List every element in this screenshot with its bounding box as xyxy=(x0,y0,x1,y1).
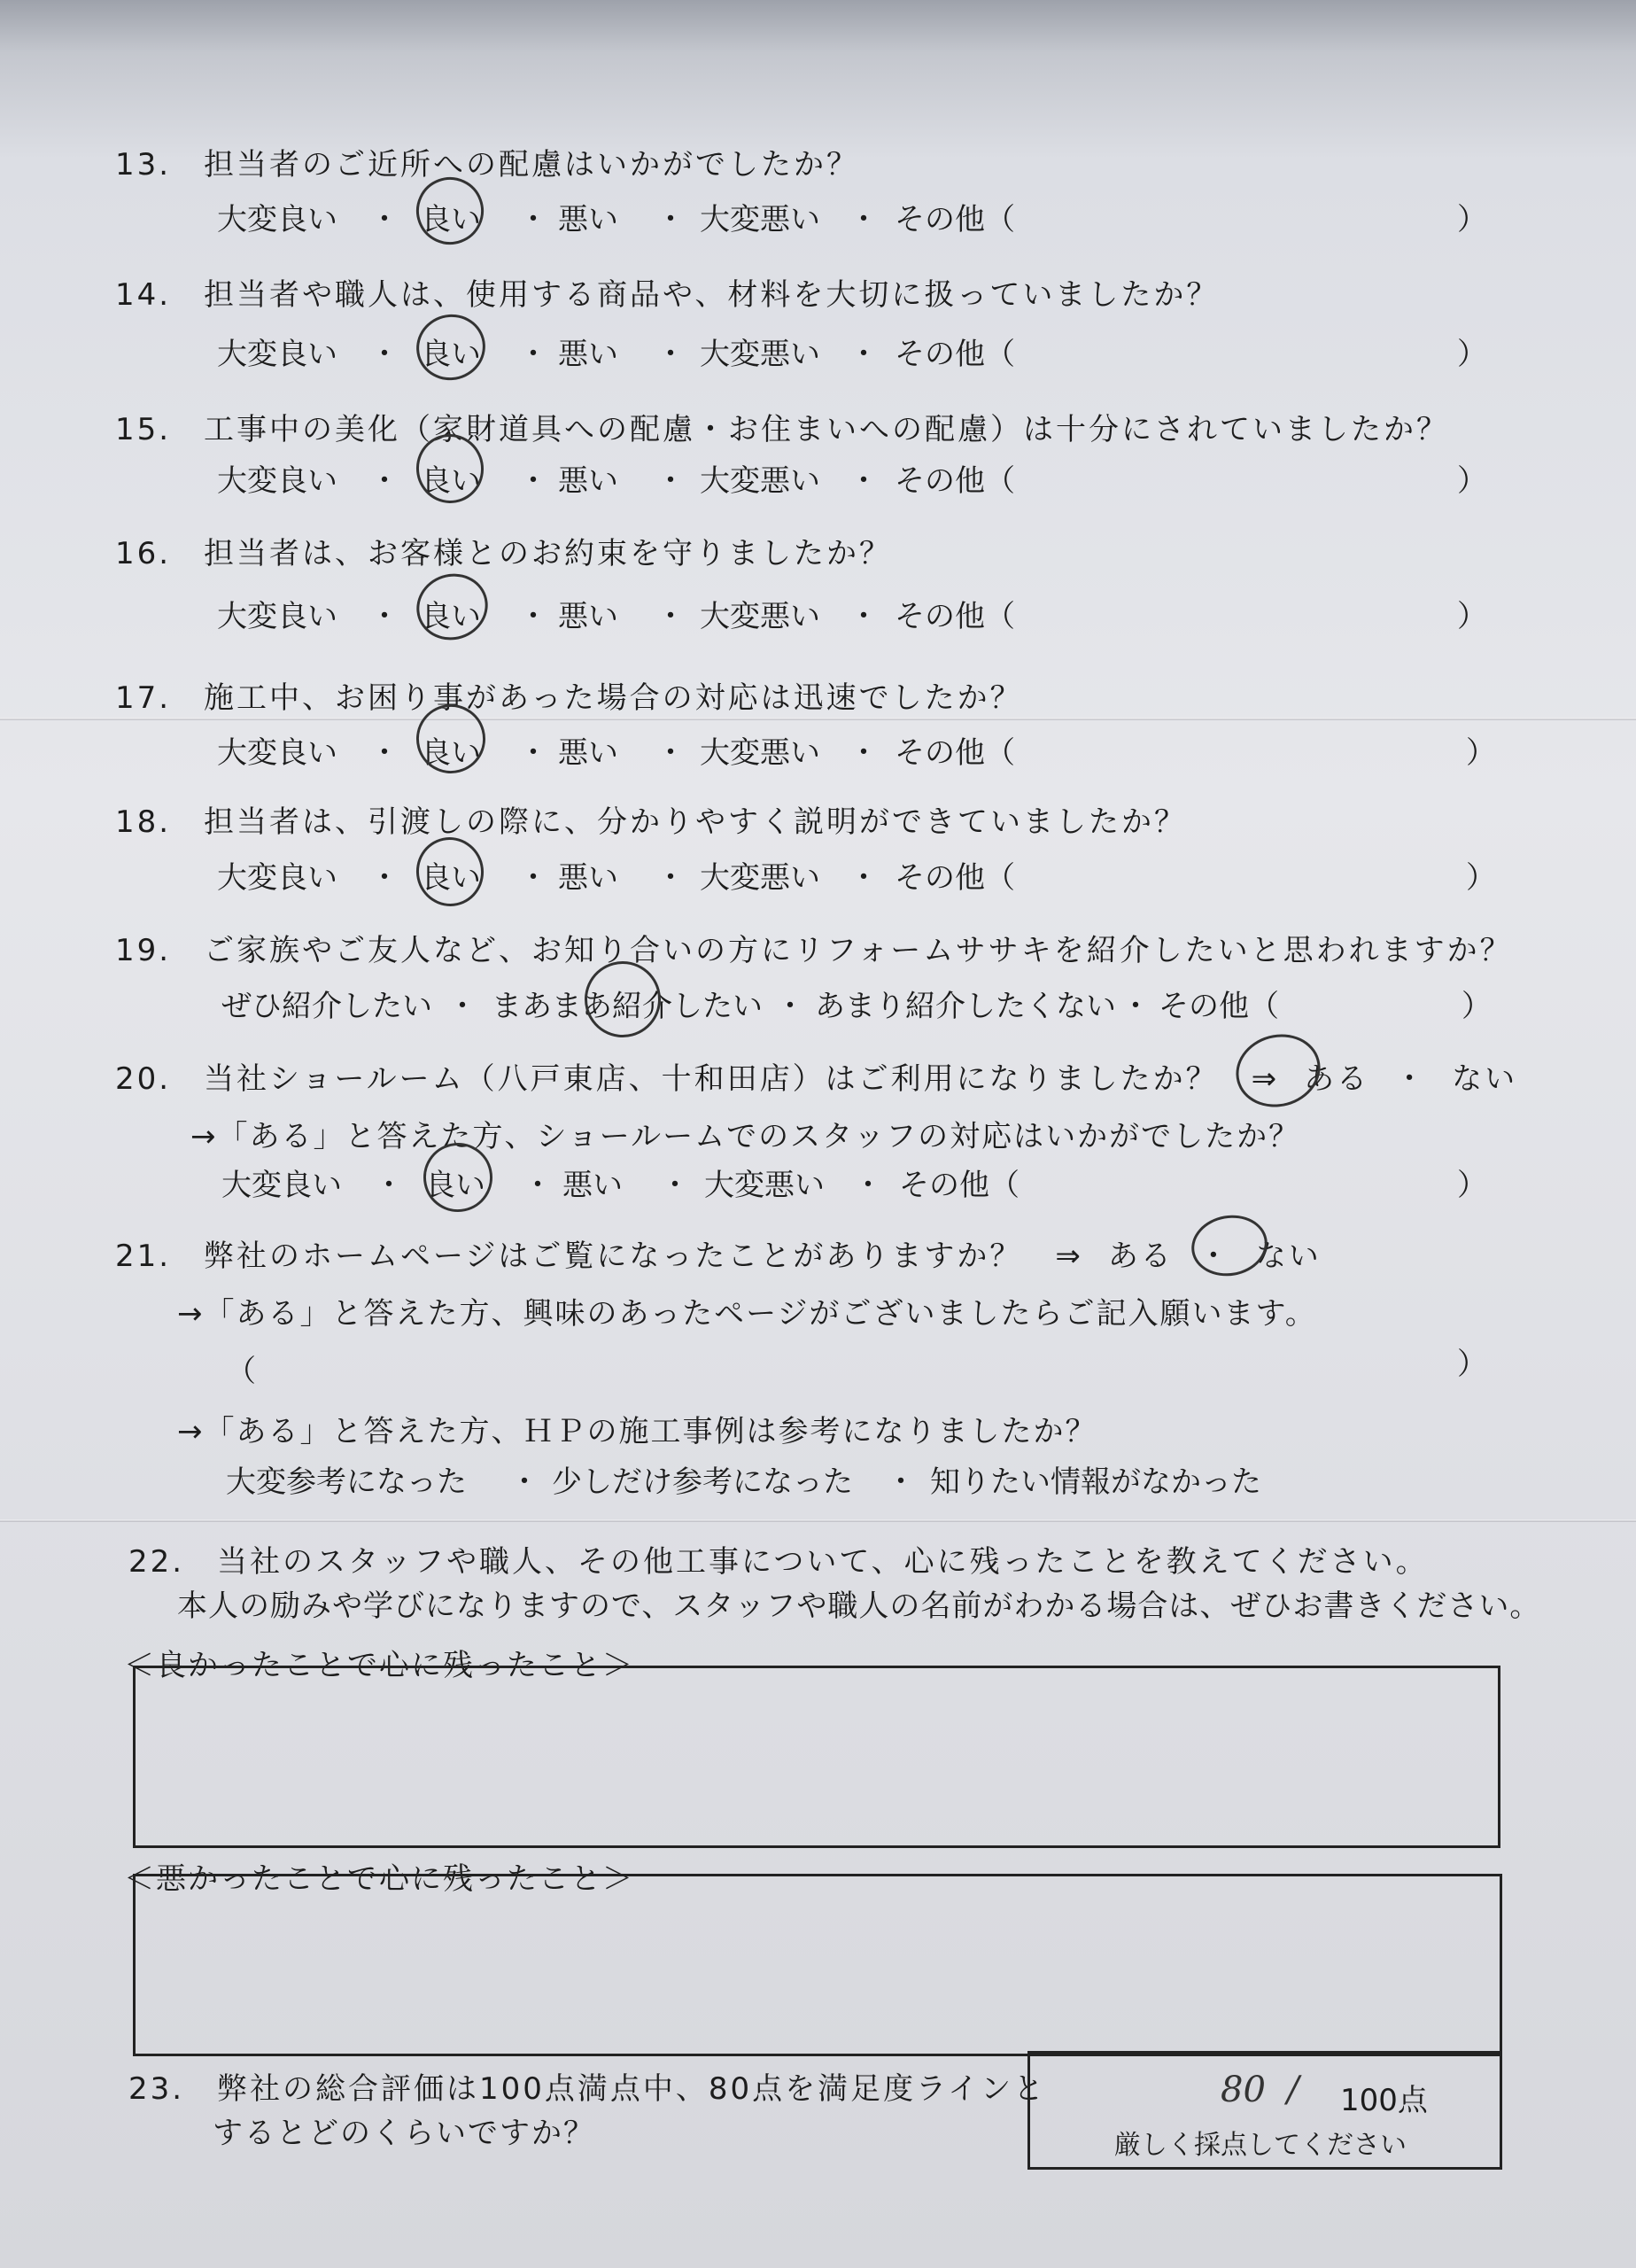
separator: ・ xyxy=(655,599,686,634)
option-other[interactable]: その他（ xyxy=(895,735,1015,771)
question-21 xyxy=(115,1231,1322,1275)
option-very-bad[interactable]: 大変悪い xyxy=(700,463,820,499)
option-other[interactable]: その他（ xyxy=(895,463,1015,499)
option-very-good[interactable]: 大変良い xyxy=(217,463,337,499)
paren-close: ） xyxy=(1457,202,1487,237)
separator: ・ xyxy=(518,860,548,896)
option-other[interactable]: その他（ xyxy=(1159,989,1279,1024)
option-good[interactable]: 良い xyxy=(421,337,481,372)
question-text: 担当者や職人は、使用する商品や、材料を大切に扱っていましたか？ xyxy=(204,277,1220,313)
good-memory-textarea[interactable] xyxy=(133,1666,1500,1848)
separator: ・ xyxy=(369,599,399,634)
paper-fold xyxy=(0,718,1636,720)
option-bad[interactable]: 悪い xyxy=(558,735,618,771)
separator: ・ xyxy=(655,202,686,237)
option-no[interactable]: ない xyxy=(1452,1061,1518,1097)
option-very-helpful[interactable]: 大変参考になった xyxy=(226,1464,467,1500)
separator: ・ xyxy=(518,202,548,237)
separator: ・ xyxy=(369,202,399,237)
question-number: 19. xyxy=(115,933,172,968)
question-21-sub2: →「ある」と答えた方、ＨＰの施工事例は参考になりましたか？ xyxy=(177,1414,1097,1449)
option-bad[interactable]: 悪い xyxy=(558,202,618,237)
option-bad[interactable]: 悪い xyxy=(558,599,618,634)
question-text: 弊社の総合評価は100点満点中、80点を満足度ラインと xyxy=(217,2071,1047,2107)
option-very-good[interactable]: 大変良い xyxy=(217,599,337,634)
score-value: 80 xyxy=(1221,2070,1266,2110)
option-very-bad[interactable]: 大変悪い xyxy=(700,599,820,634)
separator: ・ xyxy=(369,337,399,372)
option-very-good[interactable]: 大変良い xyxy=(217,337,337,372)
option-very-good[interactable]: 大変良い xyxy=(217,860,337,896)
separator: ・ xyxy=(518,337,548,372)
question-number: 20. xyxy=(115,1061,172,1097)
separator: ・ xyxy=(886,1464,916,1500)
option-no[interactable]: ない xyxy=(1255,1239,1322,1274)
option-no-info[interactable]: 知りたい情報がなかった xyxy=(930,1464,1261,1500)
question-number: 17. xyxy=(115,680,172,716)
separator: ・ xyxy=(849,735,879,771)
separator: ・ xyxy=(509,1464,539,1500)
option-slightly-helpful[interactable]: 少しだけ参考になった xyxy=(552,1464,853,1500)
separator: ・ xyxy=(518,735,548,771)
separator: ・ xyxy=(849,202,879,237)
paren-close: ） xyxy=(1466,860,1496,896)
option-yes[interactable]: ある xyxy=(1107,1239,1174,1274)
option-very-bad[interactable]: 大変悪い xyxy=(700,860,820,896)
question-22 xyxy=(128,1537,1429,1581)
score-box[interactable] xyxy=(1027,2051,1502,2170)
option-very-bad[interactable]: 大変悪い xyxy=(700,202,820,237)
question-23-line2: するとどのくらいですか？ xyxy=(213,2116,595,2151)
option-good[interactable]: 良い xyxy=(421,599,481,634)
separator: ・ xyxy=(1120,989,1151,1024)
option-other[interactable]: その他（ xyxy=(895,599,1015,634)
paren-open: （ xyxy=(226,1354,258,1389)
option-bad[interactable]: 悪い xyxy=(562,1168,623,1203)
question-text: 施工中、お困り事があった場合の対応は迅速でしたか？ xyxy=(204,680,1023,716)
score-slash: / xyxy=(1287,2070,1299,2110)
paren-close: ） xyxy=(1457,1168,1487,1203)
option-other[interactable]: その他（ xyxy=(895,202,1015,237)
question-text: 担当者は、お客様とのお約束を守りましたか？ xyxy=(204,536,892,571)
separator: ・ xyxy=(369,735,399,771)
option-very-bad[interactable]: 大変悪い xyxy=(700,337,820,372)
bad-memory-label: ＜悪かったことで心に残ったこと＞ xyxy=(124,1861,634,1897)
option-rather-not-refer[interactable]: あまり紹介したくない xyxy=(815,989,1116,1024)
separator: ・ xyxy=(655,735,686,771)
separator: ・ xyxy=(369,860,399,896)
question-13 xyxy=(115,140,859,183)
option-very-bad[interactable]: 大変悪い xyxy=(704,1168,825,1203)
separator: ・ xyxy=(853,1168,883,1203)
separator: ・ xyxy=(518,599,548,634)
question-text: 工事中の美化（家財道具への配慮・お住まいへの配慮）は十分にされていましたか？ xyxy=(204,412,1449,447)
question-number: 14. xyxy=(115,277,172,313)
separator: ・ xyxy=(660,1168,690,1203)
separator: ・ xyxy=(523,1168,553,1203)
good-memory-label: ＜良かったことで心に残ったこと＞ xyxy=(124,1648,634,1683)
question-text: ご家族やご友人など、お知り合いの方にリフォームササキを紹介したいと思われますか？ xyxy=(204,933,1513,968)
option-bad[interactable]: 悪い xyxy=(558,337,618,372)
paren-close: ） xyxy=(1457,599,1487,634)
option-good[interactable]: 良い xyxy=(421,202,481,237)
question-number: 22. xyxy=(128,1544,185,1580)
separator: ・ xyxy=(849,463,879,499)
option-other[interactable]: その他（ xyxy=(895,337,1015,372)
option-somewhat-refer[interactable]: まあまあ紹介したい xyxy=(492,989,763,1024)
question-19 xyxy=(115,926,1513,969)
option-yes[interactable]: ある xyxy=(1304,1061,1370,1097)
separator: ・ xyxy=(849,860,879,896)
option-other[interactable]: その他（ xyxy=(895,860,1015,896)
question-number: 16. xyxy=(115,536,172,571)
question-21-sub1: →「ある」と答えた方、興味のあったページがございましたらご記入願います。 xyxy=(177,1296,1317,1332)
paper-fold xyxy=(0,1519,1636,1522)
question-number: 13. xyxy=(115,147,172,183)
separator: ・ xyxy=(775,989,805,1024)
option-very-good[interactable]: 大変良い xyxy=(217,202,337,237)
separator: ・ xyxy=(374,1168,404,1203)
option-bad[interactable]: 悪い xyxy=(558,463,618,499)
option-good[interactable]: 良い xyxy=(421,463,481,499)
separator: ・ xyxy=(1198,1239,1231,1274)
bad-memory-textarea[interactable] xyxy=(133,1874,1502,2056)
question-number: 15. xyxy=(115,412,172,447)
question-number: 18. xyxy=(115,804,172,840)
question-18 xyxy=(115,797,1187,841)
score-max: 100点 xyxy=(1340,2083,1428,2118)
option-good[interactable]: 良い xyxy=(421,860,481,896)
paren-close: ） xyxy=(1457,337,1487,372)
separator: ・ xyxy=(369,463,399,499)
question-number: 23. xyxy=(128,2071,185,2107)
question-23 xyxy=(128,2064,1046,2108)
option-bad[interactable]: 悪い xyxy=(558,860,618,896)
separator: ・ xyxy=(849,599,879,634)
question-20-sub: →「ある」と答えた方、ショールームでのスタッフの対応はいかがでしたか？ xyxy=(190,1119,1301,1154)
paren-close: ） xyxy=(1457,1347,1489,1382)
question-14 xyxy=(115,270,1219,314)
question-number: 21. xyxy=(115,1239,172,1274)
separator: ・ xyxy=(1394,1061,1428,1097)
separator: ・ xyxy=(849,337,879,372)
paren-close: ） xyxy=(1466,735,1496,771)
question-20 xyxy=(115,1054,1517,1098)
separator: ・ xyxy=(447,989,477,1024)
question-15 xyxy=(115,405,1449,448)
score-note: 厳しく採点してください xyxy=(1114,2130,1407,2161)
option-other[interactable]: その他（ xyxy=(899,1168,1020,1203)
question-text: 当社ショールーム（八戸東店、十和田店）はご利用になりましたか？ ⇒ xyxy=(204,1061,1280,1097)
paren-close: ） xyxy=(1462,989,1492,1024)
separator: ・ xyxy=(518,463,548,499)
question-text: 弊社のホームページはご覧になったことがありますか？ ⇒ xyxy=(204,1239,1083,1274)
option-very-good[interactable]: 大変良い xyxy=(217,735,337,771)
question-text: 当社のスタッフや職人、その他工事について、心に残ったことを教えてください。 xyxy=(217,1544,1429,1580)
question-22-note: 本人の励みや学びになりますので、スタッフや職人の名前がわかる場合は、ぜひお書きください。 xyxy=(177,1588,1541,1624)
option-very-good[interactable]: 大変良い xyxy=(221,1168,342,1203)
option-good[interactable]: 良い xyxy=(425,1168,485,1203)
separator: ・ xyxy=(655,860,686,896)
separator: ・ xyxy=(655,463,686,499)
question-text: 担当者のご近所への配慮はいかがでしたか？ xyxy=(204,147,859,183)
paren-close: ） xyxy=(1457,463,1487,499)
question-text: 担当者は、引渡しの際に、分かりやすく説明ができていましたか？ xyxy=(204,804,1187,840)
option-good[interactable]: 良い xyxy=(421,735,481,771)
option-definitely-refer[interactable]: ぜひ紹介したい xyxy=(221,989,432,1024)
separator: ・ xyxy=(655,337,686,372)
question-17 xyxy=(115,673,1023,717)
option-very-bad[interactable]: 大変悪い xyxy=(700,735,820,771)
question-16 xyxy=(115,529,892,572)
